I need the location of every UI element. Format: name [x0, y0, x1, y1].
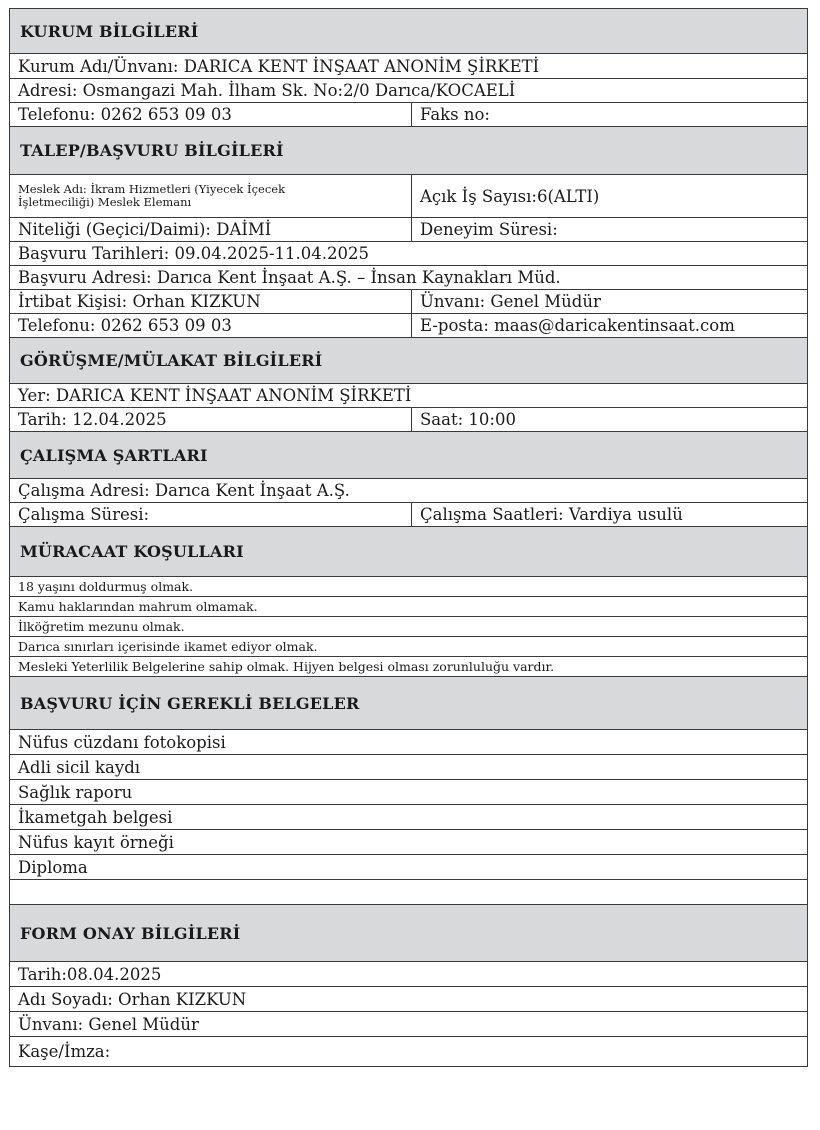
- meslek-row: [10, 175, 807, 218]
- kurum-adi: Kurum Adı/Ünvanı: DARICA KENT İNŞAAT ANONİM ŞİRKETİ: [18, 56, 540, 76]
- section-header-calisma: [10, 432, 807, 479]
- list-item: [10, 780, 807, 805]
- talep-telefon: Telefonu: 0262 653 09 03: [10, 314, 412, 337]
- meslek-adi: [10, 175, 412, 217]
- section-title: KURUM BİLGİLERİ: [20, 21, 199, 41]
- section-header-gorusme: [10, 338, 807, 384]
- list-item: [10, 637, 807, 657]
- basvuru-adresi-row: [10, 266, 807, 290]
- section-title: TALEP/BAŞVURU BİLGİLERİ: [20, 141, 284, 160]
- belge-item: Sağlık raporu: [18, 782, 133, 802]
- kurum-faks: Faks no:: [420, 105, 490, 124]
- list-item: [10, 730, 807, 755]
- calisma-sure-row: [10, 503, 807, 527]
- kosul-item: Darıca sınırları içerisinde ikamet ediyor olmak.: [18, 639, 318, 654]
- onay-adi-soyadi: Adı Soyadı: Orhan KIZKUN: [18, 989, 247, 1009]
- kosul-item: Mesleki Yeterlilik Belgelerine sahip olmak. Hijyen belgesi olması zorunluluğu vardır.: [18, 659, 555, 674]
- basvuru-adresi: Başvuru Adresi: Darıca Kent İnşaat A.Ş. – İnsan Kaynakları Müd.: [18, 268, 561, 287]
- list-item: [10, 577, 807, 597]
- kase-imza: Kaşe/İmza:: [18, 1042, 111, 1061]
- section-header-talep: [10, 127, 807, 175]
- calisma-saatleri: Çalışma Saatleri: Vardiya usulü: [420, 505, 683, 524]
- list-item: [10, 657, 807, 677]
- irtibat-row: [10, 290, 807, 314]
- section-title: ÇALIŞMA ŞARTLARI: [20, 445, 208, 465]
- list-item: [10, 855, 807, 880]
- list-item: [10, 755, 807, 780]
- calisma-adresi: Çalışma Adresi: Darıca Kent İnşaat A.Ş.: [18, 481, 350, 500]
- kurum-adi-row: [10, 54, 807, 79]
- nitelik-row: [10, 218, 807, 242]
- niteligi: Niteliği (Geçici/Daimi): DAİMİ: [10, 218, 412, 241]
- section-title: BAŞVURU İÇİN GEREKLİ BELGELER: [20, 693, 360, 713]
- talep-iletisim-row: [10, 314, 807, 338]
- gorusme-yer: Yer: DARICA KENT İNŞAAT ANONİM ŞİRKETİ: [18, 386, 412, 405]
- irtibat-unvan: Ünvanı: Genel Müdür: [420, 292, 601, 311]
- list-item: [10, 597, 807, 617]
- basvuru-tarihleri-row: [10, 242, 807, 266]
- basvuru-tarihleri: Başvuru Tarihleri: 09.04.2025-11.04.2025: [18, 244, 370, 263]
- belge-item: Nüfus kayıt örneği: [18, 832, 174, 852]
- belge-item: Diploma: [18, 857, 88, 877]
- kosul-item: İlköğretim mezunu olmak.: [18, 619, 185, 634]
- onay-unvan: Ünvanı: Genel Müdür: [18, 1014, 199, 1034]
- meslek-adi-line1: Meslek Adı: İkram Hizmetleri (Yiyecek İçecek: [18, 182, 286, 196]
- kurum-telefon: Telefonu: 0262 653 09 03: [10, 103, 412, 126]
- deneyim-suresi: Deneyim Süresi:: [420, 220, 558, 239]
- list-item: [10, 830, 807, 855]
- section-title: FORM ONAY BİLGİLERİ: [20, 923, 241, 943]
- onay-adi-row: [10, 987, 807, 1012]
- belge-item: İkametgah belgesi: [18, 807, 173, 827]
- onay-kase-row: [10, 1037, 807, 1066]
- section-title: MÜRACAAT KOŞULLARI: [20, 542, 244, 561]
- kosul-item: 18 yaşını doldurmuş olmak.: [18, 579, 194, 594]
- belge-item: Nüfus cüzdanı fotokopisi: [18, 732, 226, 752]
- gorusme-saat: Saat: 10:00: [420, 410, 516, 429]
- section-header-kurum: [10, 9, 807, 54]
- kurum-iletisim-row: [10, 103, 807, 127]
- kurum-adres: Adresi: Osmangazi Mah. İlham Sk. No:2/0 Darıca/KOCAELİ: [18, 81, 516, 100]
- kurum-adres-row: [10, 79, 807, 103]
- list-item: [10, 805, 807, 830]
- acik-is-sayisi: Açık İş Sayısı:6(ALTI): [420, 186, 600, 206]
- section-title: GÖRÜŞME/MÜLAKAT BİLGİLERİ: [20, 351, 323, 370]
- irtibat-kisisi: İrtibat Kişisi: Orhan KIZKUN: [10, 290, 412, 313]
- application-form: [9, 8, 808, 1067]
- section-header-onay: [10, 905, 807, 962]
- list-item: [10, 617, 807, 637]
- talep-eposta: E-posta: maas@daricakentinsaat.com: [420, 316, 735, 335]
- gorusme-tarih: Tarih: 12.04.2025: [10, 408, 412, 431]
- meslek-adi-line2: İşletmeciliği) Meslek Elemanı: [18, 195, 192, 209]
- calisma-suresi: Çalışma Süresi:: [10, 503, 412, 526]
- gorusme-zaman-row: [10, 408, 807, 432]
- section-header-belgeler: [10, 677, 807, 730]
- onay-tarih-row: [10, 962, 807, 987]
- onay-tarih: Tarih:08.04.2025: [18, 964, 162, 984]
- empty-row: [10, 880, 807, 905]
- calisma-adres-row: [10, 479, 807, 503]
- section-header-muracaat: [10, 527, 807, 577]
- kosul-item: Kamu haklarından mahrum olmamak.: [18, 599, 258, 614]
- gorusme-yer-row: [10, 384, 807, 408]
- onay-unvan-row: [10, 1012, 807, 1037]
- belge-item: Adli sicil kaydı: [18, 757, 141, 777]
